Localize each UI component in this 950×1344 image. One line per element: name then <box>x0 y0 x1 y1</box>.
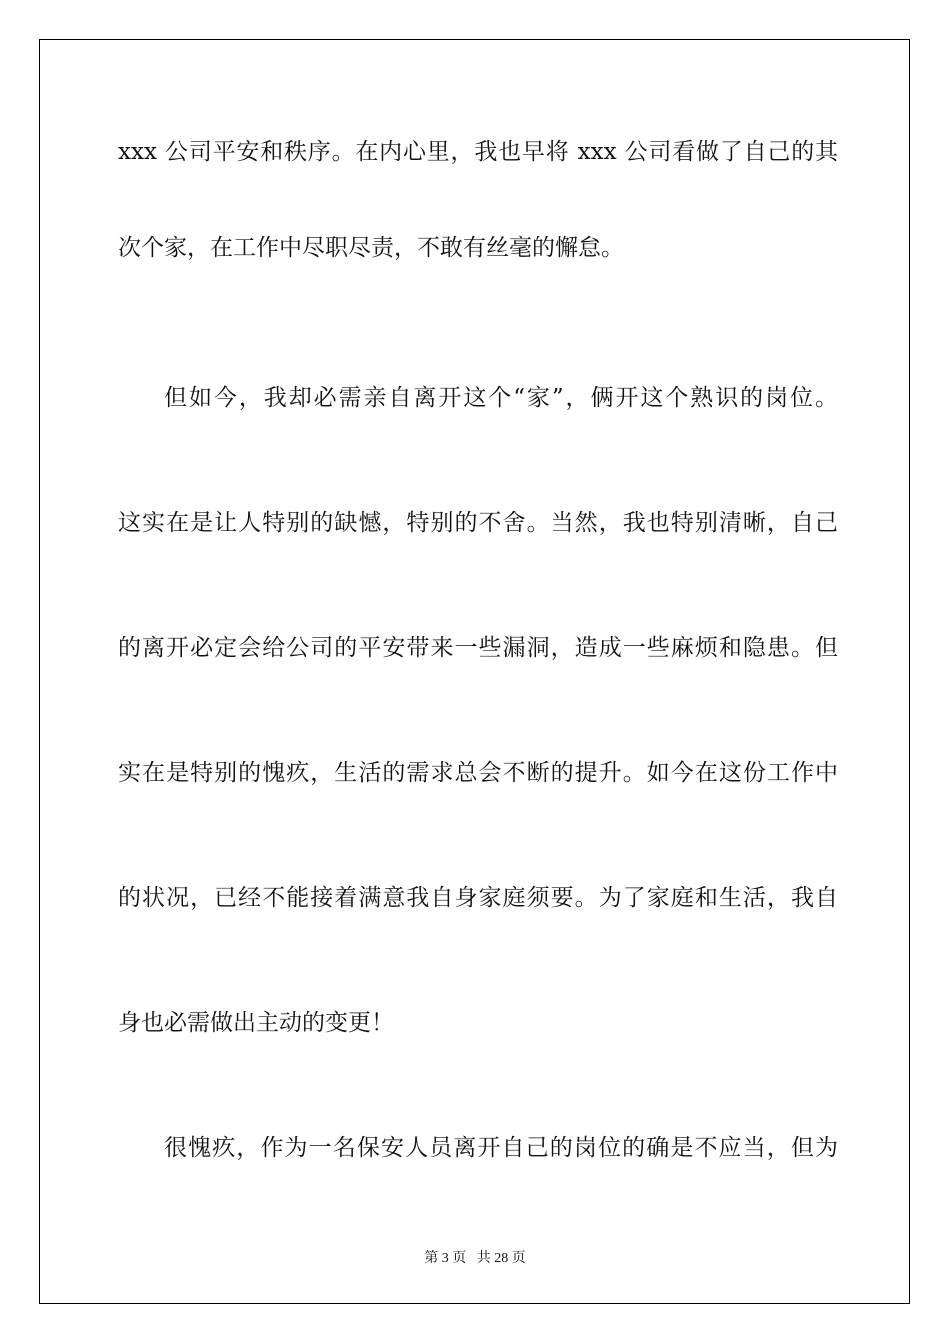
text-line-9: 很愧疚，作为一名保安人员离开自己的岗位的确是不应当，但为 <box>164 1135 838 1161</box>
page-number: 第 3 页 <box>424 1251 467 1266</box>
page-footer <box>0 1247 950 1267</box>
text-line-7: 的状况，已经不能接着满意我自身家庭须要。为了家庭和生活，我自 <box>118 885 838 911</box>
text-line-8: 身也必需做出主动的变更！ <box>118 1010 394 1036</box>
text-line-1: xxx 公司平安和秩序。在内心里，我也早将 xxx 公司看做了自己的其 <box>118 139 838 165</box>
text-line-6: 实在是特别的愧疚，生活的需求总会不断的提升。如今在这份工作中 <box>118 760 838 786</box>
text-line-3: 但如今，我却必需亲自离开这个“家”，俩开这个熟识的岗位。 <box>164 385 838 411</box>
page-border <box>39 39 910 1304</box>
text-line-2: 次个家，在工作中尽职尽责，不敢有丝毫的懈怠。 <box>118 235 624 261</box>
page-total: 共 28 页 <box>476 1251 526 1266</box>
text-line-4: 这实在是让人特别的缺憾，特别的不舍。当然，我也特别清晰，自己 <box>118 510 838 536</box>
text-line-5: 的离开必定会给公司的平安带来一些漏洞，造成一些麻烦和隐患。但 <box>118 635 838 661</box>
